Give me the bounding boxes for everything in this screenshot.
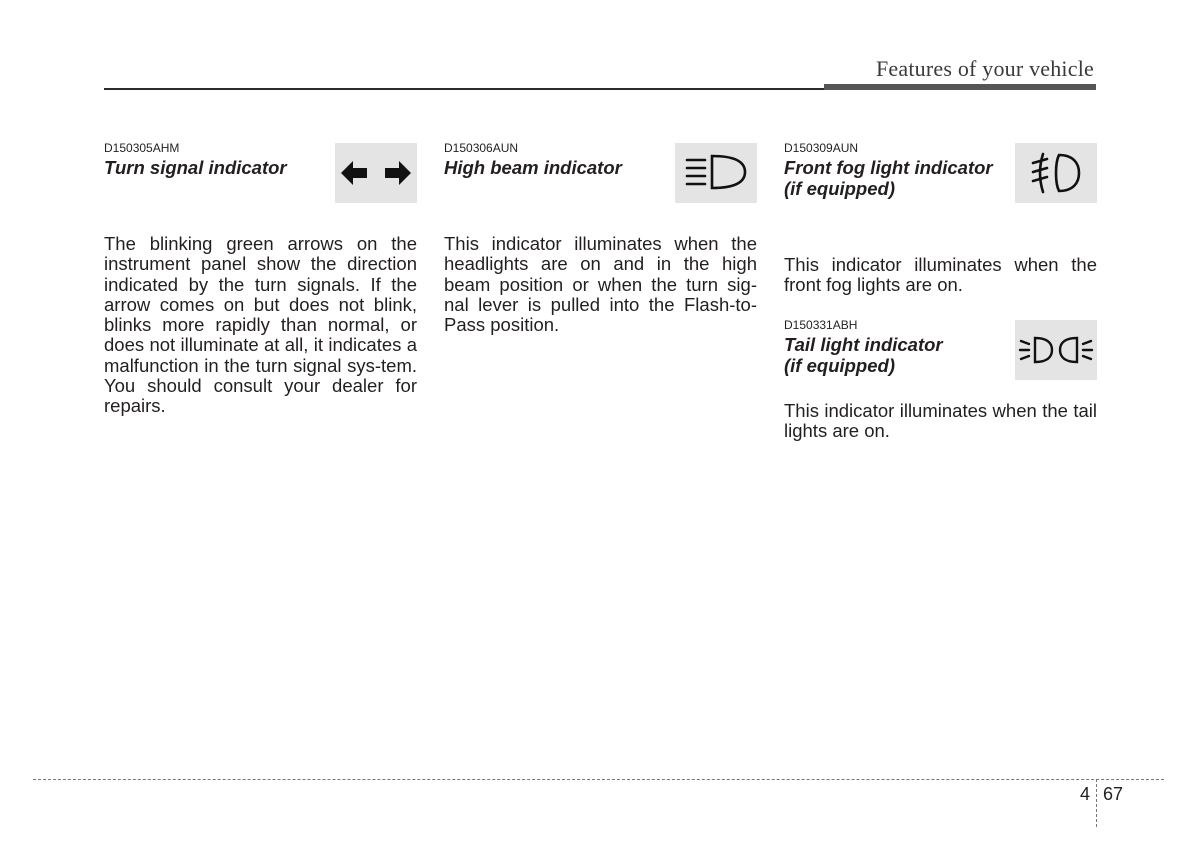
section-high-beam-indicator (444, 141, 757, 335)
front-fog-light-icon (1015, 143, 1097, 203)
section-heading-line1: Tail light indicator (784, 333, 943, 355)
header-divider-line (104, 88, 824, 90)
section-code: D150309AUN (784, 141, 859, 155)
footer-divider-line (33, 779, 1164, 780)
turn-signal-arrows-icon (335, 143, 417, 203)
section-heading (784, 334, 1009, 376)
section-heading-line2: (if equipped) (784, 354, 895, 376)
section-heading: Turn signal indicator (104, 157, 287, 178)
section-body: This indicator illuminates when the tail lights are on. (784, 399, 1097, 441)
section-turn-signal-indicator (104, 141, 417, 417)
section-code: D150305AHM (104, 141, 180, 155)
footer-page-separator (1096, 779, 1097, 827)
column-1 (104, 140, 417, 417)
section-front-fog-light-indicator (784, 141, 1097, 296)
column-3 (784, 140, 1097, 441)
section-body: This indicator illuminates when the headlights are on and in the high beam position or when the turn sig-nal lever is pulled into the Flash-to-Pass position. (444, 233, 757, 336)
section-body: The blinking green arrows on the instrument panel show the direction indicated by the turn signals. If the arrow comes on but does not blink, blinks more rapidly than normal, or does not illuminate at all, it indicates a malfunction in the turn signal sys-tem. You should consult your dealer for repairs. (104, 233, 417, 417)
section-heading: High beam indicator (444, 157, 622, 178)
section-heading-line2: (if equipped) (784, 178, 895, 199)
section-body: This indicator illuminates when the front fog lights are on. (784, 254, 1097, 296)
tail-light-icon (1015, 320, 1097, 380)
page-chapter-number: 4 (1080, 784, 1091, 804)
section-tail-light-indicator (784, 318, 1097, 442)
header-divider-bar (824, 84, 1096, 90)
page-header-title: Features of your vehicle (875, 56, 1094, 81)
section-code: D150331ABH (784, 317, 858, 332)
section-heading-line1: Front fog light indicator (784, 157, 993, 178)
section-code: D150306AUN (444, 141, 519, 155)
page-number: 67 (1103, 784, 1124, 804)
section-heading (784, 157, 1012, 199)
high-beam-icon (675, 143, 757, 203)
column-2 (444, 140, 757, 335)
